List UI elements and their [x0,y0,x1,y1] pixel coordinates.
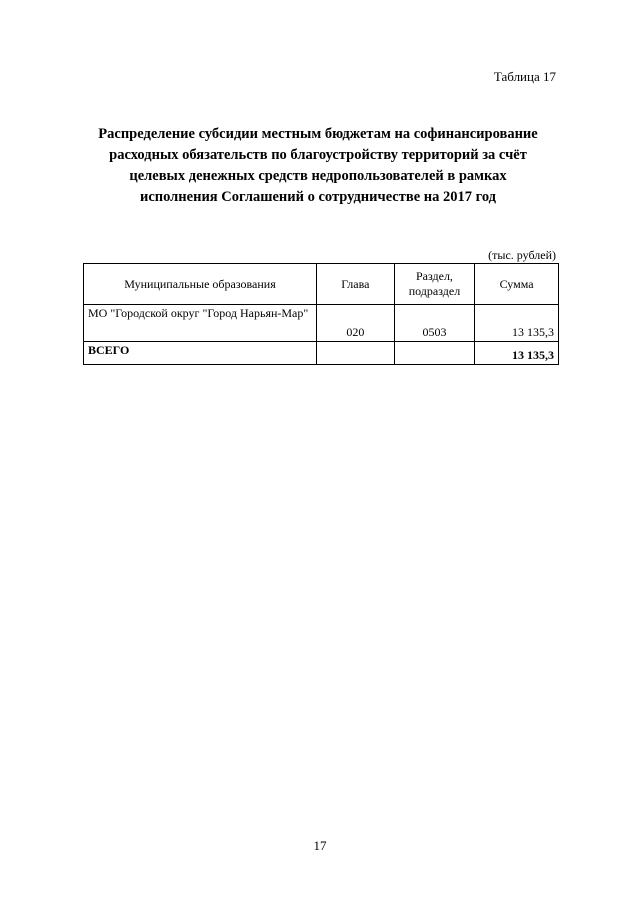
header-section-line1: Раздел, [415,269,453,283]
header-municipality: Муниципальные образования [84,264,317,305]
header-section [394,264,474,305]
title-line-1: Распределение субсидии местным бюджетам на софинансирование [98,126,538,142]
header-section-line2: подраздел [408,284,461,298]
table-row [84,305,559,342]
total-section [394,342,474,365]
page-number: 17 [313,838,327,853]
cell-chapter: 020 [316,305,394,342]
cell-sum: 13 135,3 [475,305,559,342]
cell-municipality: МО "Городской округ "Город Нарьян-Мар" [84,305,317,342]
header-sum: Сумма [475,264,559,305]
subsidy-table [83,263,559,365]
total-sum: 13 135,3 [475,342,559,365]
cell-section: 0503 [394,305,474,342]
header-chapter: Глава [316,264,394,305]
table-header-row [84,264,559,305]
title-line-4: исполнения Соглашений о сотрудничестве на 2017 год [139,189,497,205]
document-title [60,124,576,208]
total-chapter [316,342,394,365]
units-label: (тыс. рублей) [488,248,556,262]
total-label: ВСЕГО [84,342,317,365]
title-line-3: целевых денежных средств недропользователей в рамках [129,168,507,184]
table-number: Таблица 17 [493,69,556,84]
title-line-2: расходных обязательств по благоустройству территорий за счёт [109,147,527,163]
table-total-row [84,342,559,365]
